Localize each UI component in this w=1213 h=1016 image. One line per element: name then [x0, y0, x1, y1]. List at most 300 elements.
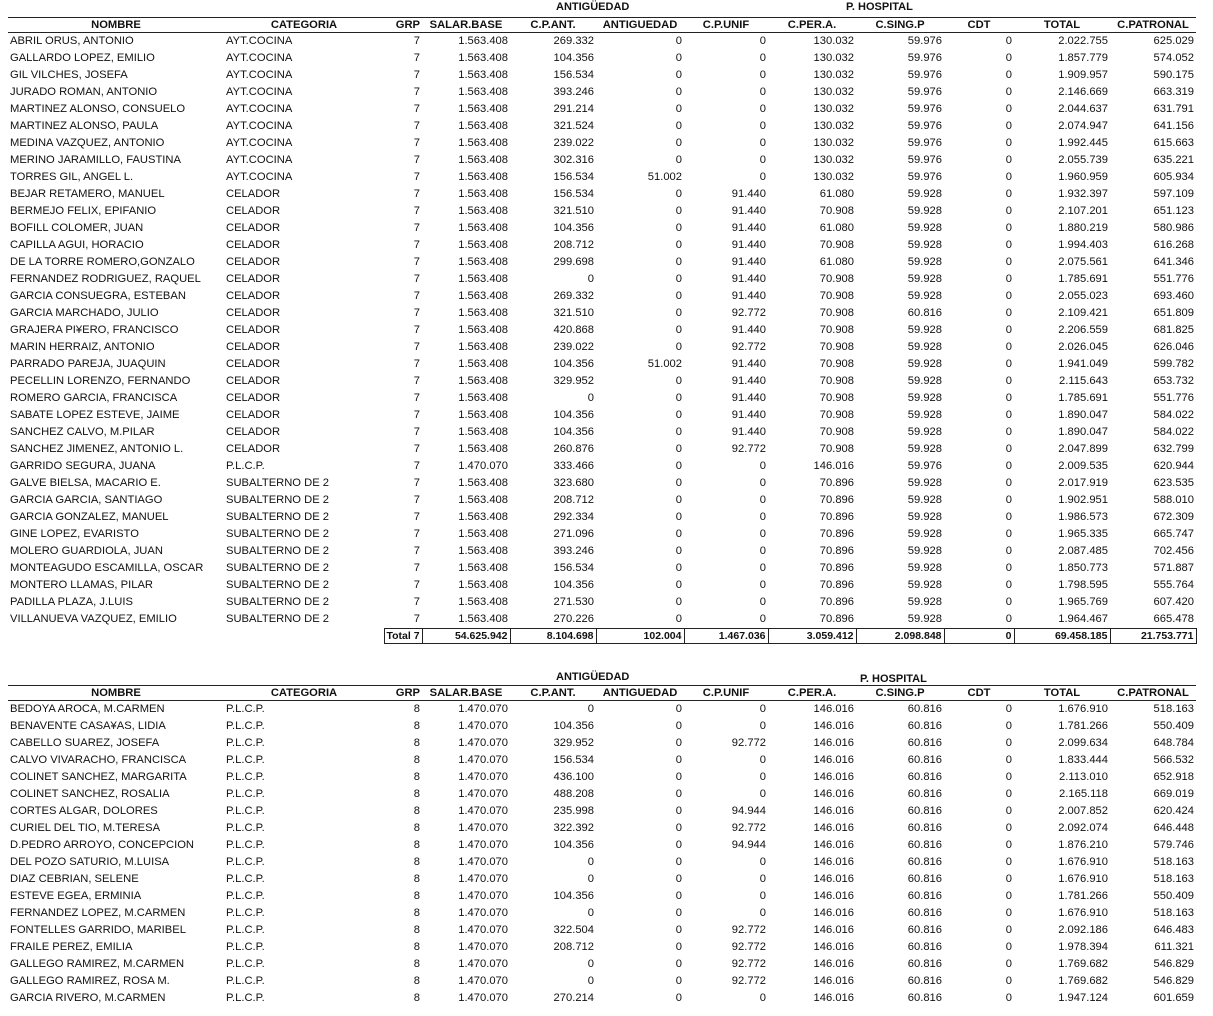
cell-grp: 7	[413, 375, 420, 387]
cell-categoria: AYT.COCINA	[226, 103, 293, 115]
cell-nombre: FRAILE PEREZ, EMILIA	[10, 941, 133, 953]
cell-cp-ant: 104.356	[553, 409, 594, 421]
cell-cdt: 0	[1005, 426, 1012, 438]
table-row	[8, 220, 1196, 237]
cell-salar-base: 1.563.408	[458, 290, 508, 302]
cell-cp-unif: 91.440	[731, 256, 766, 268]
cell-cp-ant: 269.332	[553, 290, 594, 302]
cell-total: 2.075.561	[1058, 256, 1108, 268]
cell-cdt: 0	[1005, 137, 1012, 149]
cell-grp: 7	[413, 154, 420, 166]
cell-cp-ant: 393.246	[553, 86, 594, 98]
table-row	[8, 990, 1196, 1007]
cell-cp-ant: 321.510	[553, 307, 594, 319]
cell-salar-base: 1.470.070	[458, 856, 508, 868]
cell-total: 1.947.124	[1058, 992, 1108, 1004]
cell-nombre: DIAZ CEBRIAN, SELENE	[10, 873, 139, 885]
cell-nombre: MERINO JARAMILLO, FAUSTINA	[10, 154, 181, 166]
cell-antiguedad: 0	[675, 528, 682, 540]
cell-csing-p: 60.816	[907, 307, 942, 319]
cell-cpatronal: 571.887	[1153, 562, 1194, 574]
cell-cp-ant: 292.334	[553, 511, 594, 523]
cell-cp-ant: 0	[587, 958, 594, 970]
cell-total: 1.785.691	[1058, 273, 1108, 285]
cell-salar-base: 1.563.408	[458, 443, 508, 455]
cell-cpatronal: 584.022	[1153, 409, 1194, 421]
cell-nombre: GALVE BIELSA, MACARIO E.	[10, 477, 161, 489]
cell-cper-a: 146.016	[813, 805, 854, 817]
cell-csing-p: 59.928	[907, 511, 942, 523]
cell-cdt: 0	[1005, 409, 1012, 421]
cell-cp-ant: 291.214	[553, 103, 594, 115]
cell-cpatronal: 579.746	[1153, 839, 1194, 851]
cell-cp-ant: 239.022	[553, 137, 594, 149]
cell-salar-base: 1.563.408	[458, 392, 508, 404]
cell-total: 2.047.899	[1058, 443, 1108, 455]
cell-categoria: P.L.C.P.	[226, 822, 265, 834]
cell-total: 2.055.023	[1058, 290, 1108, 302]
cell-categoria: P.L.C.P.	[226, 788, 265, 800]
cell-salar-base: 1.563.408	[458, 188, 508, 200]
cell-antiguedad: 0	[675, 324, 682, 336]
cell-cper-a: 146.016	[813, 890, 854, 902]
cell-grp: 8	[413, 771, 420, 783]
cell-cp-ant: 104.356	[553, 890, 594, 902]
cell-cp-ant: 0	[587, 873, 594, 885]
table-row	[8, 101, 1196, 118]
cell-csing-p: 60.816	[907, 992, 942, 1004]
cell-grp: 7	[413, 477, 420, 489]
cell-cpatronal: 518.163	[1153, 856, 1194, 868]
cell-categoria: AYT.COCINA	[226, 154, 293, 166]
cell-cpatronal: 597.109	[1153, 188, 1194, 200]
cell-cp-unif: 0	[759, 613, 766, 625]
cell-categoria: P.L.C.P.	[226, 771, 265, 783]
cell-nombre: CORTES ALGAR, DOLORES	[10, 805, 158, 817]
cell-total: 1.857.779	[1058, 52, 1108, 64]
cell-grp: 8	[413, 788, 420, 800]
cell-cpatronal: 599.782	[1153, 358, 1194, 370]
cell-total: 2.109.421	[1058, 307, 1108, 319]
cell-cper-a: 70.896	[819, 494, 854, 506]
cell-salar-base: 1.563.408	[458, 511, 508, 523]
column-header-cpatronal: C.PATRONAL	[1110, 18, 1196, 33]
cell-cp-unif: 0	[759, 545, 766, 557]
cell-grp: 7	[413, 460, 420, 472]
table-row	[8, 458, 1196, 475]
table-row	[8, 543, 1196, 560]
cell-cp-unif: 92.772	[731, 443, 766, 455]
table-row	[8, 118, 1196, 135]
cell-cdt: 0	[1005, 720, 1012, 732]
payroll-table-group-7	[8, 17, 1197, 644]
cell-cp-ant: 156.534	[553, 171, 594, 183]
antiguedad-group-header: ANTIGÜEDAD	[556, 671, 630, 683]
table-row	[8, 237, 1196, 254]
cell-cper-a: 130.032	[813, 35, 854, 47]
table-row	[8, 560, 1196, 577]
cell-csing-p: 59.976	[907, 69, 942, 81]
cell-antiguedad: 51.002	[647, 358, 682, 370]
cell-grp: 7	[413, 443, 420, 455]
cell-antiguedad: 0	[675, 839, 682, 851]
cell-cp-ant: 436.100	[553, 771, 594, 783]
cell-cp-unif: 92.772	[731, 941, 766, 953]
table-row	[8, 939, 1196, 956]
cell-total: 2.115.643	[1059, 375, 1108, 387]
cell-cpatronal: 574.052	[1153, 52, 1194, 64]
cell-cper-a: 146.016	[813, 771, 854, 783]
column-header-salar-base: SALAR.BASE	[422, 18, 510, 33]
table-header-row	[8, 686, 1196, 701]
cell-nombre: CAPILLA AGUI, HORACIO	[10, 239, 144, 251]
cell-cp-unif: 0	[759, 511, 766, 523]
total-cp-ant: 8.104.698	[510, 629, 596, 644]
cell-salar-base: 1.563.408	[458, 477, 508, 489]
cell-cp-unif: 0	[759, 52, 766, 64]
cell-cper-a: 146.016	[813, 737, 854, 749]
cell-cp-unif: 94.944	[731, 839, 766, 851]
cell-cdt: 0	[1005, 341, 1012, 353]
cell-cper-a: 70.896	[819, 545, 854, 557]
cell-total: 1.994.403	[1058, 239, 1108, 251]
cell-cper-a: 70.908	[819, 426, 854, 438]
cell-categoria: P.L.C.P.	[226, 460, 265, 472]
table-row	[8, 475, 1196, 492]
cell-nombre: MARTINEZ ALONSO, PAULA	[10, 120, 159, 132]
cell-csing-p: 59.928	[907, 562, 942, 574]
cell-csing-p: 59.928	[907, 494, 942, 506]
cell-cdt: 0	[1005, 596, 1012, 608]
cell-cper-a: 70.908	[819, 443, 854, 455]
cell-total: 1.781.266	[1058, 720, 1108, 732]
cell-cp-unif: 91.440	[731, 324, 766, 336]
cell-categoria: AYT.COCINA	[226, 52, 293, 64]
cell-antiguedad: 0	[675, 273, 682, 285]
cell-cper-a: 70.896	[819, 613, 854, 625]
cell-csing-p: 59.928	[907, 375, 942, 387]
cell-cper-a: 61.080	[819, 188, 854, 200]
cell-salar-base: 1.563.408	[458, 239, 508, 251]
cell-grp: 8	[413, 805, 420, 817]
cell-cpatronal: 652.918	[1153, 771, 1194, 783]
cell-categoria: AYT.COCINA	[226, 35, 293, 47]
cell-grp: 8	[413, 873, 420, 885]
cell-cp-unif: 0	[759, 890, 766, 902]
cell-salar-base: 1.563.408	[458, 69, 508, 81]
cell-cp-ant: 321.524	[553, 120, 594, 132]
cell-categoria: CELADOR	[226, 188, 281, 200]
cell-cper-a: 70.908	[819, 392, 854, 404]
cell-categoria: CELADOR	[226, 375, 281, 387]
cell-cper-a: 70.896	[819, 596, 854, 608]
cell-antiguedad: 0	[675, 924, 682, 936]
cell-cdt: 0	[1005, 103, 1012, 115]
table-row	[8, 905, 1196, 922]
cell-cpatronal: 566.532	[1153, 754, 1194, 766]
cell-cpatronal: 590.175	[1153, 69, 1194, 81]
cell-cper-a: 70.908	[819, 341, 854, 353]
total-cper-a: 3.059.412	[768, 629, 856, 644]
cell-total: 2.087.485	[1058, 545, 1108, 557]
table-row	[8, 271, 1196, 288]
cell-nombre: D.PEDRO ARROYO, CONCEPCION	[10, 839, 194, 851]
hospital-group-header: P. HOSPITAL	[860, 673, 927, 685]
cell-antiguedad: 51.002	[647, 171, 682, 183]
cell-cper-a: 70.908	[819, 273, 854, 285]
cell-salar-base: 1.470.070	[458, 771, 508, 783]
cell-grp: 7	[413, 545, 420, 557]
cell-cp-ant: 488.208	[553, 788, 594, 800]
table-row	[8, 390, 1196, 407]
table-row	[8, 611, 1196, 629]
cell-cp-ant: 393.246	[553, 545, 594, 557]
cell-csing-p: 59.976	[907, 460, 942, 472]
column-header-antiguedad: ANTIGUEDAD	[596, 18, 684, 33]
cell-total: 1.960.959	[1058, 171, 1108, 183]
cell-cdt: 0	[1005, 941, 1012, 953]
cell-cper-a: 70.908	[819, 307, 854, 319]
cell-cpatronal: 588.010	[1153, 494, 1194, 506]
cell-nombre: MEDINA VAZQUEZ, ANTONIO	[10, 137, 165, 149]
cell-total: 2.009.535	[1058, 460, 1108, 472]
cell-total: 2.074.947	[1058, 120, 1108, 132]
cell-cdt: 0	[1005, 324, 1012, 336]
cell-cpatronal: 702.456	[1153, 545, 1194, 557]
table-row	[8, 956, 1196, 973]
cell-cp-unif: 92.772	[731, 975, 766, 987]
cell-cp-unif: 0	[759, 771, 766, 783]
cell-total: 2.092.186	[1058, 924, 1108, 936]
cell-antiguedad: 0	[675, 375, 682, 387]
cell-total: 1.992.445	[1058, 137, 1108, 149]
cell-cp-unif: 0	[759, 596, 766, 608]
cell-cp-ant: 104.356	[553, 222, 594, 234]
cell-grp: 8	[413, 856, 420, 868]
cell-categoria: SUBALTERNO DE 2	[226, 477, 329, 489]
cell-antiguedad: 0	[675, 873, 682, 885]
cell-csing-p: 59.976	[907, 103, 942, 115]
cell-cp-ant: 270.226	[553, 613, 594, 625]
cell-cpatronal: 632.799	[1153, 443, 1194, 455]
cell-cp-unif: 91.440	[731, 273, 766, 285]
table-row	[8, 84, 1196, 101]
cell-cp-unif: 91.440	[731, 409, 766, 421]
column-header-cper-a: C.PER.A.	[768, 18, 856, 33]
cell-salar-base: 1.470.070	[458, 907, 508, 919]
cell-nombre: DE LA TORRE ROMERO,GONZALO	[10, 256, 195, 268]
cell-cpatronal: 665.747	[1153, 528, 1194, 540]
cell-cdt: 0	[1005, 873, 1012, 885]
cell-cpatronal: 646.483	[1153, 924, 1194, 936]
cell-total: 1.965.335	[1058, 528, 1108, 540]
total-cp-unif: 1.467.036	[684, 629, 768, 644]
column-header-nombre: NOMBRE	[8, 686, 224, 701]
cell-categoria: P.L.C.P.	[226, 907, 265, 919]
cell-cpatronal: 550.409	[1153, 890, 1194, 902]
cell-cpatronal: 601.659	[1153, 992, 1194, 1004]
cell-csing-p: 60.816	[907, 924, 942, 936]
cell-total: 1.902.951	[1058, 494, 1108, 506]
cell-antiguedad: 0	[675, 511, 682, 523]
cell-cp-unif: 94.944	[731, 805, 766, 817]
cell-total: 1.769.682	[1058, 958, 1108, 970]
cell-cp-unif: 91.440	[731, 290, 766, 302]
cell-csing-p: 59.928	[907, 528, 942, 540]
cell-nombre: GRAJERA PI¥ERO, FRANCISCO	[10, 324, 179, 336]
cell-grp: 7	[413, 562, 420, 574]
cell-salar-base: 1.470.070	[458, 754, 508, 766]
cell-grp: 7	[413, 120, 420, 132]
cell-antiguedad: 0	[675, 562, 682, 574]
cell-nombre: GARCIA CONSUEGRA, ESTEBAN	[10, 290, 186, 302]
cell-categoria: SUBALTERNO DE 2	[226, 545, 329, 557]
cell-total: 1.890.047	[1058, 426, 1108, 438]
cell-cdt: 0	[1005, 907, 1012, 919]
cell-cp-unif: 0	[759, 154, 766, 166]
cell-cp-unif: 0	[759, 992, 766, 1004]
cell-nombre: COLINET SANCHEZ, MARGARITA	[10, 771, 187, 783]
cell-grp: 7	[413, 69, 420, 81]
cell-antiguedad: 0	[675, 992, 682, 1004]
cell-antiguedad: 0	[675, 890, 682, 902]
cell-grp: 7	[413, 358, 420, 370]
cell-nombre: CALVO VIVARACHO, FRANCISCA	[10, 754, 187, 766]
cell-cp-ant: 299.698	[553, 256, 594, 268]
cell-cdt: 0	[1005, 545, 1012, 557]
cell-cper-a: 146.016	[813, 839, 854, 851]
cell-categoria: CELADOR	[226, 392, 281, 404]
cell-salar-base: 1.470.070	[458, 992, 508, 1004]
cell-csing-p: 59.976	[907, 154, 942, 166]
cell-cp-ant: 322.392	[553, 822, 594, 834]
cell-cp-ant: 156.534	[553, 188, 594, 200]
table-row	[8, 973, 1196, 990]
cell-antiguedad: 0	[675, 35, 682, 47]
cell-nombre: FERNANDEZ LOPEZ, M.CARMEN	[10, 907, 186, 919]
cell-grp: 8	[413, 822, 420, 834]
cell-cdt: 0	[1005, 771, 1012, 783]
cell-antiguedad: 0	[675, 788, 682, 800]
cell-nombre: JURADO ROMAN, ANTONIO	[10, 86, 158, 98]
cell-salar-base: 1.563.408	[458, 171, 508, 183]
cell-nombre: SANCHEZ JIMENEZ, ANTONIO L.	[10, 443, 184, 455]
table-row	[8, 922, 1196, 939]
cell-categoria: CELADOR	[226, 426, 281, 438]
cell-cp-ant: 260.876	[553, 443, 594, 455]
cell-salar-base: 1.563.408	[458, 375, 508, 387]
cell-cper-a: 146.016	[813, 975, 854, 987]
table-row	[8, 135, 1196, 152]
cell-salar-base: 1.470.070	[458, 788, 508, 800]
cell-cpatronal: 651.809	[1153, 307, 1194, 319]
cell-cper-a: 130.032	[813, 86, 854, 98]
cell-cp-ant: 208.712	[553, 941, 594, 953]
cell-cper-a: 146.016	[813, 907, 854, 919]
cell-total: 1.769.682	[1058, 975, 1108, 987]
cell-cpatronal: 620.424	[1153, 805, 1194, 817]
cell-csing-p: 60.816	[907, 771, 942, 783]
table-row	[8, 441, 1196, 458]
cell-categoria: CELADOR	[226, 324, 281, 336]
cell-salar-base: 1.470.070	[458, 873, 508, 885]
cell-grp: 7	[413, 528, 420, 540]
cell-categoria: AYT.COCINA	[226, 69, 293, 81]
cell-cdt: 0	[1005, 171, 1012, 183]
cell-categoria: AYT.COCINA	[226, 86, 293, 98]
cell-csing-p: 59.928	[907, 443, 942, 455]
cell-grp: 7	[413, 579, 420, 591]
cell-cp-unif: 0	[759, 137, 766, 149]
cell-cp-ant: 0	[587, 703, 594, 715]
cell-cp-unif: 91.440	[731, 188, 766, 200]
cell-total: 1.798.595	[1058, 579, 1108, 591]
cell-cdt: 0	[1005, 239, 1012, 251]
total-antiguedad: 102.004	[596, 629, 684, 644]
cell-antiguedad: 0	[675, 975, 682, 987]
cell-cp-ant: 0	[587, 273, 594, 285]
cell-categoria: CELADOR	[226, 205, 281, 217]
cell-total: 1.833.444	[1058, 754, 1108, 766]
cell-cpatronal: 669.019	[1153, 788, 1194, 800]
cell-csing-p: 59.928	[907, 596, 942, 608]
cell-cpatronal: 648.784	[1153, 737, 1194, 749]
cell-cpatronal: 693.460	[1153, 290, 1194, 302]
cell-total: 2.092.074	[1058, 822, 1108, 834]
cell-cper-a: 70.908	[819, 375, 854, 387]
column-header-cdt: CDT	[944, 686, 1014, 701]
cell-cp-unif: 0	[759, 579, 766, 591]
cell-categoria: AYT.COCINA	[226, 137, 293, 149]
cell-csing-p: 60.816	[907, 720, 942, 732]
cell-total: 1.986.573	[1058, 511, 1108, 523]
cell-antiguedad: 0	[675, 222, 682, 234]
cell-nombre: MARIN HERRAIZ, ANTONIO	[10, 341, 155, 353]
payroll-table-group-8	[8, 685, 1196, 1007]
cell-grp: 8	[413, 737, 420, 749]
cell-cp-unif: 91.440	[731, 375, 766, 387]
cell-cp-ant: 156.534	[553, 754, 594, 766]
cell-cp-unif: 92.772	[731, 822, 766, 834]
cell-csing-p: 60.816	[907, 839, 942, 851]
cell-nombre: SANCHEZ CALVO, M.PILAR	[10, 426, 155, 438]
cell-csing-p: 59.928	[907, 358, 942, 370]
cell-total: 1.941.049	[1058, 358, 1108, 370]
cell-cp-ant: 323.680	[553, 477, 594, 489]
table-row	[8, 718, 1196, 735]
cell-cper-a: 130.032	[813, 154, 854, 166]
cell-grp: 7	[413, 52, 420, 64]
cell-total: 1.880.219	[1058, 222, 1108, 234]
cell-cp-ant: 420.868	[553, 324, 594, 336]
cell-nombre: BENAVENTE CASA¥AS, LIDIA	[10, 720, 166, 732]
table-row	[8, 50, 1196, 67]
cell-salar-base: 1.563.408	[458, 154, 508, 166]
cell-cpatronal: 555.764	[1153, 579, 1194, 591]
column-header-categoria: CATEGORIA	[224, 18, 384, 33]
cell-cpatronal: 546.829	[1153, 958, 1194, 970]
column-header-grp: GRP	[384, 686, 422, 701]
cell-csing-p: 59.928	[907, 341, 942, 353]
cell-grp: 7	[413, 596, 420, 608]
cell-total: 1.965.769	[1058, 596, 1108, 608]
cell-cper-a: 146.016	[813, 703, 854, 715]
cell-categoria: CELADOR	[226, 256, 281, 268]
cell-nombre: BERMEJO FELIX, EPIFANIO	[10, 205, 157, 217]
cell-total: 2.007.852	[1058, 805, 1108, 817]
cell-csing-p: 60.816	[907, 975, 942, 987]
cell-cp-ant: 333.466	[553, 460, 594, 472]
